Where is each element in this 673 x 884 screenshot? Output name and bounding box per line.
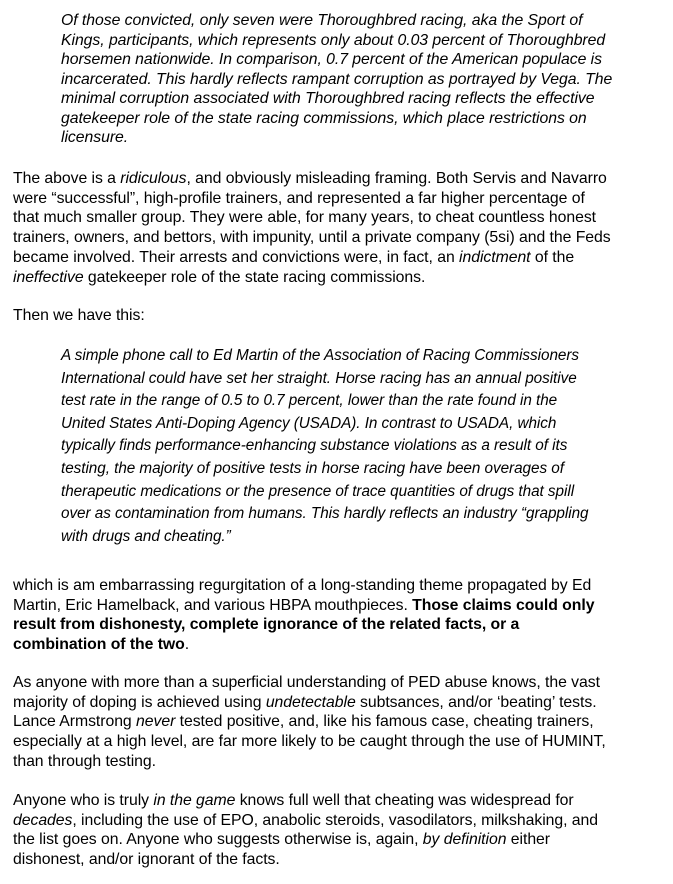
paragraph-regurgitation xyxy=(13,576,665,655)
paragraph-line: which is am embarrassing regurgitation of a long-standing theme propagated by Ed xyxy=(13,577,592,594)
quote-line: licensure. xyxy=(61,129,129,146)
paragraph-line: Anyone who is truly in the game knows full well that cheating was widespread for xyxy=(13,792,574,809)
paragraph-line: ineffective gatekeeper role of the state racing commissions. xyxy=(13,268,426,286)
paragraph-line: As anyone with more than a superficial understanding of PED abuse knows, the vast xyxy=(13,674,600,691)
paragraph-line: dishonest, and/or ignorant of the facts. xyxy=(13,851,280,869)
paragraph-line xyxy=(13,615,665,635)
paragraph-line: decades, including the use of EPO, anabolic steroids, vasodilators, milkshaking, and xyxy=(13,811,599,829)
emphasis-text: ineffective xyxy=(13,268,84,286)
paragraph-line: Martin, Eric Hamelback, and various HBPA mouthpieces. Those claims could only xyxy=(13,596,595,614)
paragraph-line: that much smaller group. They were able, for many years, to cheat countless honest xyxy=(13,209,597,227)
emphasis-text: never xyxy=(136,713,176,731)
quote-line: testing, the majority of positive tests in horse racing have been overages of xyxy=(61,459,564,477)
quote-line: over as contamination from humans. This hardly reflects an industry “grappling xyxy=(61,505,589,523)
quote-line: incarcerated. This hardly reflects rampant corruption as portrayed by Vega. The xyxy=(61,70,613,88)
block-quote-ed-martin xyxy=(61,345,661,548)
paragraph-line: the list goes on. Anyone who suggests otherwise is, again, by definition either xyxy=(13,831,551,849)
quote-line: A simple phone call to Ed Martin of the Association of Racing Commissioners xyxy=(61,347,579,364)
paragraph-line: majority of doping is achieved using undetectable subtsances, and/or ‘beating’ tests. xyxy=(13,693,597,711)
block-quote-vega-article xyxy=(61,11,661,148)
paragraph-line: than through testing. xyxy=(13,752,156,770)
quote-line: with drugs and cheating.” xyxy=(61,527,231,545)
paragraph-line: Lance Armstrong never tested positive, and, like his famous case, cheating trainers, xyxy=(13,713,594,731)
paragraph-line: especially at a high level, are far more likely to be caught through the use of HUMINT, xyxy=(13,733,606,751)
bold-text: result from dishonesty, complete ignorance of the related facts, or a xyxy=(13,616,520,634)
paragraph-line: became involved. Their arrests and convictions were, in fact, an indictment of the xyxy=(13,248,575,266)
quote-line: gatekeeper role of the state racing commissions, which place restrictions on xyxy=(61,109,587,127)
paragraph-ridiculous-framing xyxy=(13,169,665,287)
quote-line: International could have set her straight. Horse racing has an annual positive xyxy=(61,369,577,387)
paragraph-ped-abuse xyxy=(13,673,665,772)
quote-line: typically finds performance-enhancing substance violations as a result of its xyxy=(61,437,568,455)
paragraph-in-the-game xyxy=(13,791,665,870)
paragraph-line: were “successful”, high-profile trainers, and represented a far higher percentage of xyxy=(13,189,585,207)
quote-line: therapeutic medications or the presence of trace quantities of drugs that spill xyxy=(61,482,575,500)
paragraph-then-we-have-this xyxy=(13,306,665,326)
quote-line: Kings, participants, which represents only about 0.03 percent of Thoroughbred xyxy=(61,31,606,49)
emphasis-text: undetectable xyxy=(265,693,356,711)
quote-line: Of those convicted, only seven were Thoroughbred racing, aka the Sport of xyxy=(61,12,583,29)
bold-text: Those claims could only xyxy=(412,596,595,614)
emphasis-text: by definition xyxy=(422,831,507,849)
emphasis-text: indictment xyxy=(459,248,531,266)
paragraph-line: The above is a ridiculous, and obviously misleading framing. Both Servis and Navarro xyxy=(13,170,607,187)
quote-line: United States Anti-Doping Agency (USADA). In contrast to USADA, which xyxy=(61,414,557,432)
emphasis-text: in the game xyxy=(153,792,236,809)
paragraph-line: trainers, owners, and bettors, with impunity, until a private company (5si) and the Feds xyxy=(13,229,611,247)
paragraph-line: combination of the two. xyxy=(13,636,190,654)
emphasis-text: ridiculous xyxy=(120,170,187,187)
quote-line: minimal corruption associated with Thoroughbred racing reflects the effective xyxy=(61,90,595,107)
quote-line: test rate in the range of 0.5 to 0.7 percent, lower than the rate found in the xyxy=(61,392,558,410)
emphasis-text: decades xyxy=(13,811,73,829)
quote-line: horsemen nationwide. In comparison, 0.7 percent of the American populace is xyxy=(61,51,602,68)
paragraph-line: Then we have this: xyxy=(13,307,145,324)
bold-text: combination of the two xyxy=(13,636,185,654)
